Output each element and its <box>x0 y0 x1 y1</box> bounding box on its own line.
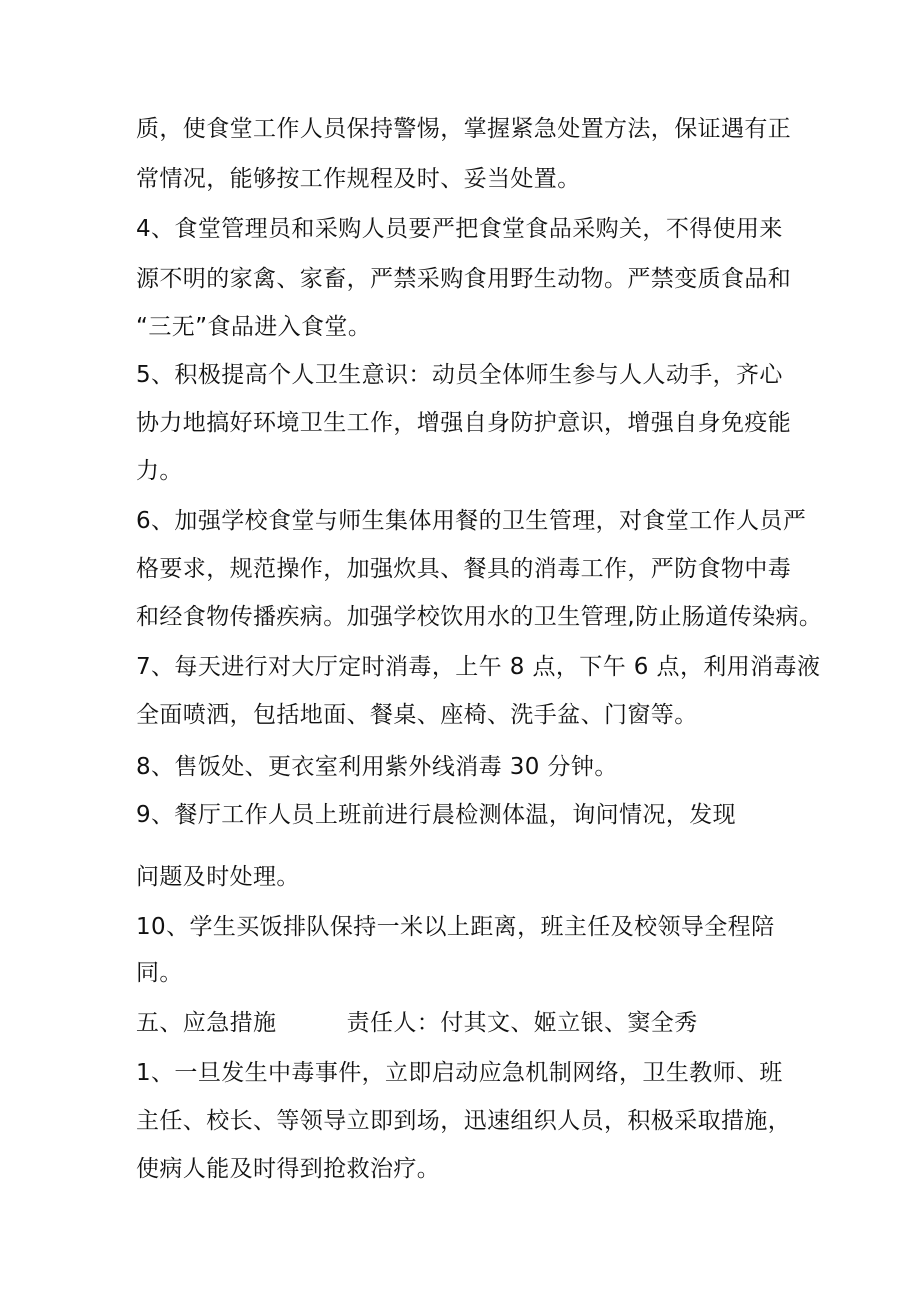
text-line: 全面喷洒，包括地面、餐桌、座椅、洗手盆、门窗等。 <box>136 702 698 728</box>
text-line: 源不明的家禽、家畜，严禁采购食用野生动物。严禁变质食品和 <box>136 266 792 292</box>
text-line: 和经食物传播疾病。加强学校饮用水的卫生管理,防止肠道传染病。 <box>136 604 823 630</box>
text-line: 使病人能及时得到抢救治疗。 <box>136 1156 441 1182</box>
text-line: 1、一旦发生中毒事件，立即启动应急机制网络，卫生教师、班 <box>136 1060 783 1086</box>
text-line: 5、积极提高个人卫生意识：动员全体师生参与人人动手，齐心 <box>136 362 783 388</box>
text-line: “三无”食品进入食堂。 <box>136 314 372 340</box>
text-line: 协力地搞好环境卫生工作，增强自身防护意识，增强自身免疫能 <box>136 410 792 436</box>
text-line: 4、食堂管理员和采购人员要严把食堂食品采购关，不得使用来 <box>136 216 783 242</box>
text-line: 9、餐厅工作人员上班前进行晨检测体温，询问情况，发现 <box>136 802 737 828</box>
text-line: 6、加强学校食堂与师生集体用餐的卫生管理，对食堂工作人员严 <box>136 508 807 534</box>
text-line: 8、售饭处、更衣室利用紫外线消毒 30 分钟。 <box>136 754 618 780</box>
text-line: 常情况，能够按工作规程及时、妥当处置。 <box>136 166 581 192</box>
text-line: 主任、校长、等领导立即到场，迅速组织人员，积极采取措施， <box>136 1108 792 1134</box>
text-line: 力。 <box>136 458 183 484</box>
text-line: 10、学生买饭排队保持一米以上距离，班主任及校领导全程陪 <box>136 914 775 940</box>
text-line: 同。 <box>136 960 183 986</box>
text-line: 质，使食堂工作人员保持警惕，掌握紧急处置方法，保证遇有正 <box>136 116 792 142</box>
text-line: 7、每天进行对大厅定时消毒，上午 8 点，下午 6 点，利用消毒液 <box>136 654 821 680</box>
section-heading: 五、应急措施 责任人：付其文、姬立银、窦全秀 <box>136 1010 698 1036</box>
text-line: 问题及时处理。 <box>136 864 300 890</box>
text-line: 格要求，规范操作，加强炊具、餐具的消毒工作，严防食物中毒 <box>136 556 792 582</box>
